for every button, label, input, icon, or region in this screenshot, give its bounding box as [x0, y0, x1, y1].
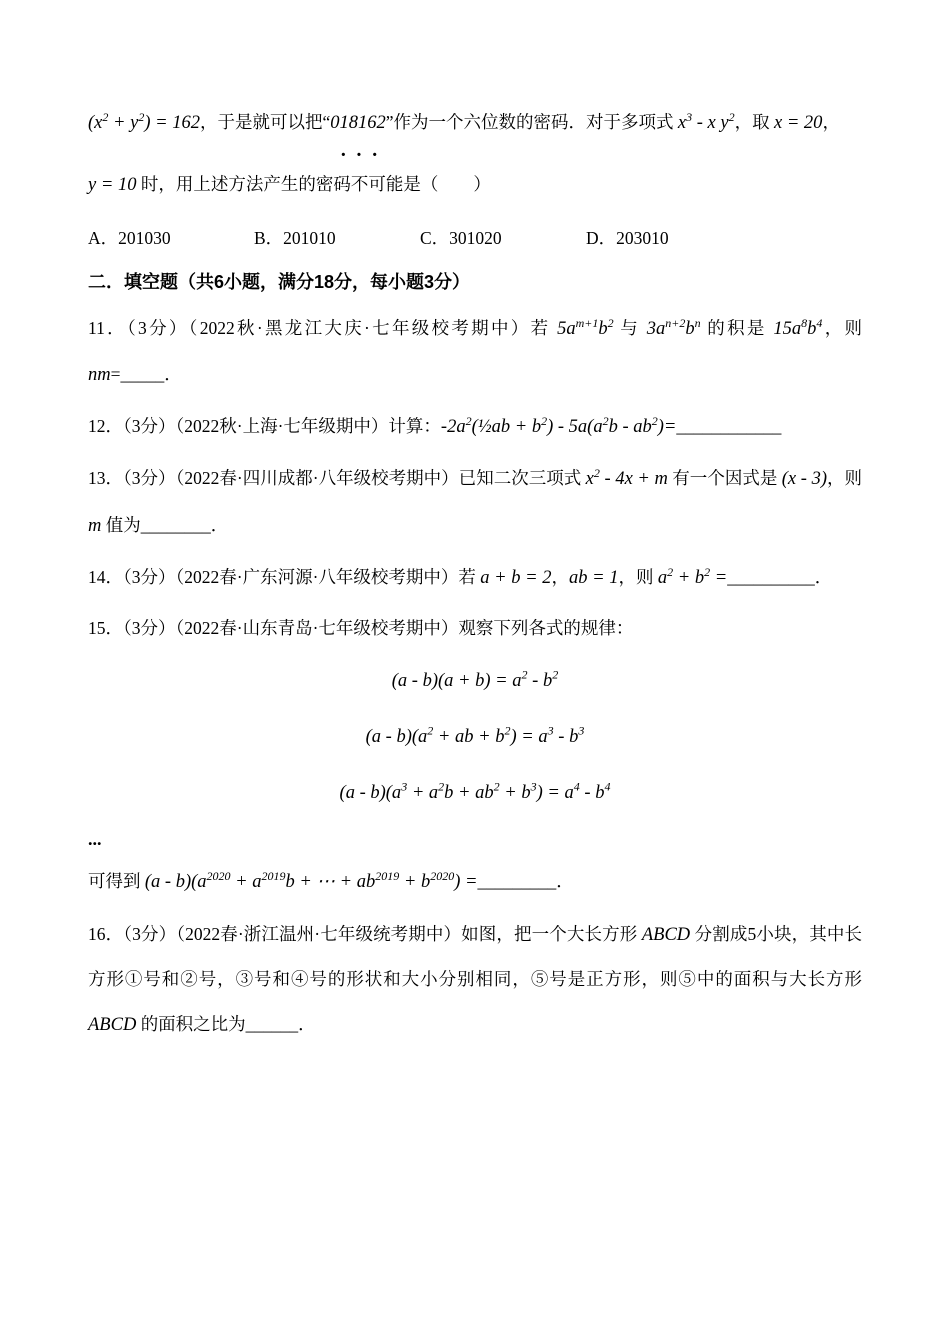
question-15-formula-2: $(a - b)(a^2$ + ab + $b^2) = a^3 - b^3$	[365, 723, 585, 747]
intro-line-1: $(x^2 + y^2) = 162$，于是就可以把“018162”作为一个六位数的密码．对于多项式 $x^3$ - x $y^2$，取 x = 20，	[88, 110, 840, 133]
choices-row	[88, 221, 862, 256]
choice-c: C．301020	[420, 227, 502, 248]
question-12: 12．（3分）（2022秋·上海·七年级期中）计算：$-2a^2(\frac{1}{2}ab + b^2) - 5a(a^2b$ - $ab^2)=\_\_\_\_\_\_\_\_\_\_\_\_$	[88, 414, 782, 437]
question-15-formula-1: $(a - b)(a + b) = a^2 - b^2$	[391, 667, 559, 691]
question-15-formula-3: $(a - b)(a^3 + a^2b + ab^2 + b^3) = a^4 - b^4$	[339, 779, 611, 803]
choice-d: D．203010	[586, 227, 669, 248]
question-15-intro: 15．（3分）（2022春·山东青岛·七年级校考期中）观察下列各式的规律：	[88, 618, 634, 638]
question-16: 16．（3分）（2022春·浙江温州·七年级统考期中）如图，把一个大长方形 ABCD 分割成5小块，其中长方形①号和②号，③号和④号的形状和大小分别相同，⑤号是正方形，则⑤中的面积与大长方形 ABCD 的面积之比为______．	[88, 923, 862, 1035]
question-14: 14．（3分）（2022春·广东河源·八年级校考期中）若 a + b = 2，ab = 1，则 $a^2 + b^2$ =__________．	[88, 564, 833, 588]
section-header: 二．填空题（共6小题，满分18分，每小题3分）	[88, 271, 471, 292]
intro-line-2: y = 10 时，用上述方法产生的密码不可能是（ ）	[88, 174, 491, 196]
choice-a: A．201030	[88, 227, 171, 248]
question-11: 11．（3分）（2022秋·黑龙江大庆·七年级校考期中）若 $5a^{m+1}b^2$ 与 $3a^{n+2}b^n$ 的积是 $15a^8b^4$，则 nm=_____．	[88, 315, 863, 385]
question-15-ellipsis: ...	[88, 828, 102, 849]
emphasis-dots: ···	[340, 144, 388, 167]
choice-b: B．201010	[254, 227, 336, 248]
question-13: 13．（3分）（2022春·四川成都·八年级校考期中）已知二次三项式 $x^2 - 4x + m$ 有一个因式是 (x - 3)，则 m 值为________．	[88, 466, 863, 536]
question-15-conclusion: 可得到 $(a - b)(a^{2020} + a^{2019}b$ + ⋯ + $ab^{2019} + b^{2020}$) =_________．	[88, 869, 574, 893]
